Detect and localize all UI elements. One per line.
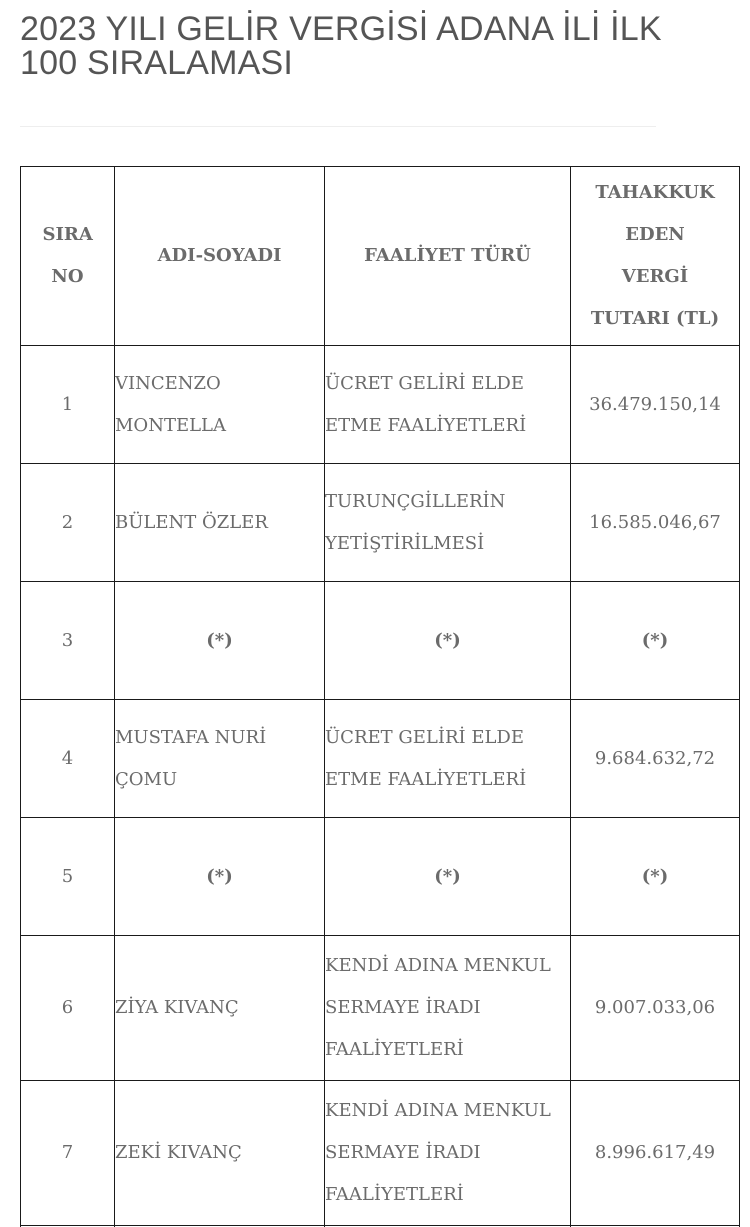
cell-activity: (*): [325, 818, 571, 936]
cell-no: 6: [21, 936, 115, 1081]
cell-amount: (*): [571, 582, 740, 700]
table-row: [21, 936, 740, 1081]
header-adi-soyadi: ADI-SOYADI: [115, 167, 325, 346]
cell-no: 2: [21, 464, 115, 582]
header-sira-no: [21, 167, 115, 346]
table-row: [21, 1081, 740, 1226]
header-vergi-tutari: [571, 167, 740, 346]
table-row: [21, 346, 740, 464]
cell-name: ZİYA KIVANÇ: [115, 936, 325, 1081]
cell-name: (*): [115, 582, 325, 700]
cell-no: 3: [21, 582, 115, 700]
cell-amount: 9.007.033,06: [571, 936, 740, 1081]
cell-activity: ÜCRET GELİRİ ELDE ETME FAALİYETLERİ: [325, 346, 571, 464]
cell-no: 1: [21, 346, 115, 464]
cell-amount: 9.684.632,72: [571, 700, 740, 818]
cell-activity: KENDİ ADINA MENKUL SERMAYE İRADI FAALİYETLERİ: [325, 936, 571, 1081]
table-row: [21, 818, 740, 936]
cell-amount: 16.585.046,67: [571, 464, 740, 582]
header-sira-no-label: SIRA NO: [42, 224, 93, 287]
cell-amount: (*): [571, 818, 740, 936]
ranking-table: [20, 166, 740, 1227]
cell-no: 5: [21, 818, 115, 936]
page-title: 2023 YILI GELİR VERGİSİ ADANA İLİ İLK 100 SIRALAMASI: [20, 10, 662, 82]
cell-no: 4: [21, 700, 115, 818]
cell-activity: KENDİ ADINA MENKUL SERMAYE İRADI FAALİYETLERİ: [325, 1081, 571, 1226]
cell-name: MUSTAFA NURİ ÇOMU: [115, 700, 325, 818]
cell-amount: 36.479.150,14: [571, 346, 740, 464]
table-row: [21, 700, 740, 818]
cell-name: ZEKİ KIVANÇ: [115, 1081, 325, 1226]
cell-no: 7: [21, 1081, 115, 1226]
cell-name: BÜLENT ÖZLER: [115, 464, 325, 582]
table-row: [21, 582, 740, 700]
cell-activity: ÜCRET GELİRİ ELDE ETME FAALİYETLERİ: [325, 700, 571, 818]
title-divider: [20, 126, 656, 127]
cell-name: VINCENZO MONTELLA: [115, 346, 325, 464]
table-row: [21, 464, 740, 582]
cell-name: (*): [115, 818, 325, 936]
cell-activity: (*): [325, 582, 571, 700]
cell-activity: TURUNÇGİLLERİN YETİŞTİRİLMESİ: [325, 464, 571, 582]
cell-amount: 8.996.617,49: [571, 1081, 740, 1226]
header-vergi-tutari-label: TAHAKKUK EDEN VERGİ TUTARI (TL): [590, 182, 720, 329]
table-header-row: [21, 167, 740, 346]
header-faaliyet-turu: FAALİYET TÜRÜ: [325, 167, 571, 346]
